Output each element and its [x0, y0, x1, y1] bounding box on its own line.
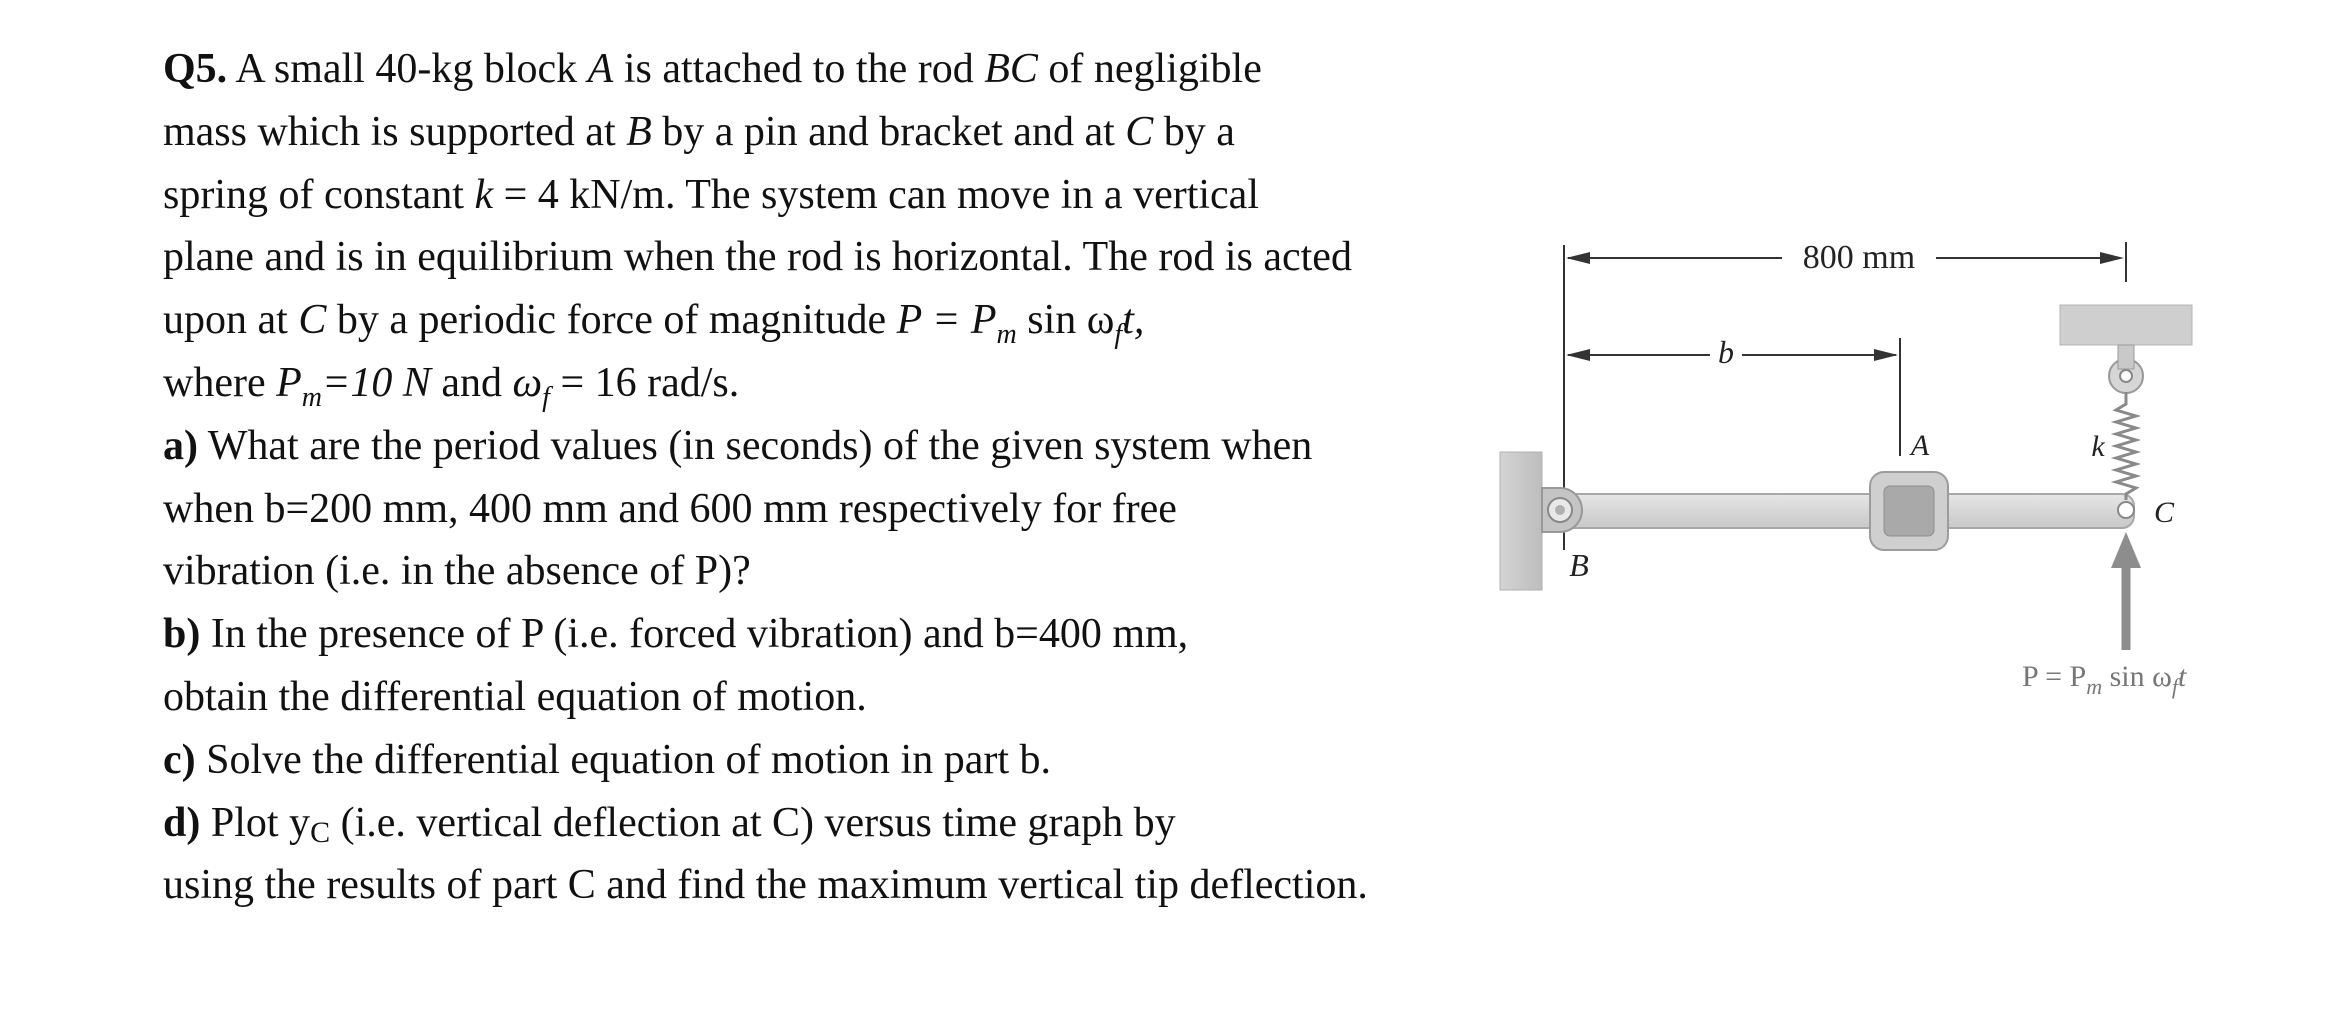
label-a: A: [1910, 429, 1930, 462]
part-c-line: c) Solve the differential equation of motion in part b.: [163, 736, 1052, 783]
label-c: C: [2153, 496, 2175, 529]
problem-line-1: Q5. A small 40-kg block A is attached to the rod BC of negligible: [163, 46, 1262, 92]
rod-bc: [1548, 494, 2134, 528]
block-a-inner: [1884, 486, 1934, 536]
problem-line-2: mass which is supported at B by a pin and bracket and at C by a: [163, 108, 1235, 155]
part-a-line-1: a) What are the period values (in seconds) of the given system when: [163, 422, 1313, 469]
force-arrowhead: [2111, 532, 2141, 568]
problem-line-6: where $P_m=10$ N and $\omega_f = 16$ rad/s.: [163, 359, 740, 413]
ceiling-support: [2060, 305, 2192, 345]
force-equation: $P = P_m$ $\sin \omega_ft$,: [896, 297, 1145, 351]
part-c-label: c): [163, 736, 196, 783]
problem-statement: [163, 38, 1503, 917]
pin-c: [2118, 502, 2134, 518]
part-d-label: d): [163, 799, 201, 846]
spring-coil: [2116, 392, 2136, 500]
part-a-label: a): [163, 422, 198, 469]
dimension-b-label: b: [1718, 334, 1734, 370]
arrowhead-b-left: [1566, 349, 1590, 361]
part-a-line-3: vibration (i.e. in the absence of P)?: [163, 548, 751, 595]
force-label: $P = P_m$ $\sin \omega_ft$: [2022, 660, 2187, 699]
part-b-line-2: obtain the differential equation of motion.: [163, 673, 867, 720]
question-number: Q5.: [163, 46, 228, 92]
arrowhead-800-left: [1566, 252, 1590, 264]
arrowhead-800-right: [2100, 252, 2124, 264]
spring-mount: [2118, 345, 2134, 369]
part-d-line-1: d) Plot $y_C$ (i.e. vertical deflection at C) versus time graph by: [163, 799, 1176, 849]
label-k: k: [2091, 430, 2105, 463]
part-a-line-2: when b=200 mm, 400 mm and 600 mm respectively for free: [163, 485, 1177, 532]
pin-b-center: [1555, 505, 1565, 515]
problem-line-3: spring of constant k = 4 kN/m. The system can move in a vertical: [163, 171, 1259, 218]
dimension-800-label: 800 mm: [1802, 239, 1916, 276]
mechanism-diagram: [1490, 220, 2270, 730]
left-wall: [1500, 452, 1542, 590]
label-b: B: [1569, 547, 1589, 583]
part-d-line-2: using the results of part C and find the maximum vertical tip deflection.: [163, 862, 1368, 909]
problem-line-5: upon at C by a periodic force of magnitude $P = P_m$ $\sin \omega_ft$,: [163, 297, 1145, 351]
part-b-line-1: b) In the presence of P (i.e. forced vibration) and b=400 mm,: [163, 611, 1189, 658]
arrowhead-b-right: [1874, 349, 1898, 361]
spring-top-pin: [2120, 370, 2132, 382]
part-b-label: b): [163, 611, 201, 658]
problem-line-4: plane and is in equilibrium when the rod is horizontal. The rod is acted: [163, 234, 1352, 281]
